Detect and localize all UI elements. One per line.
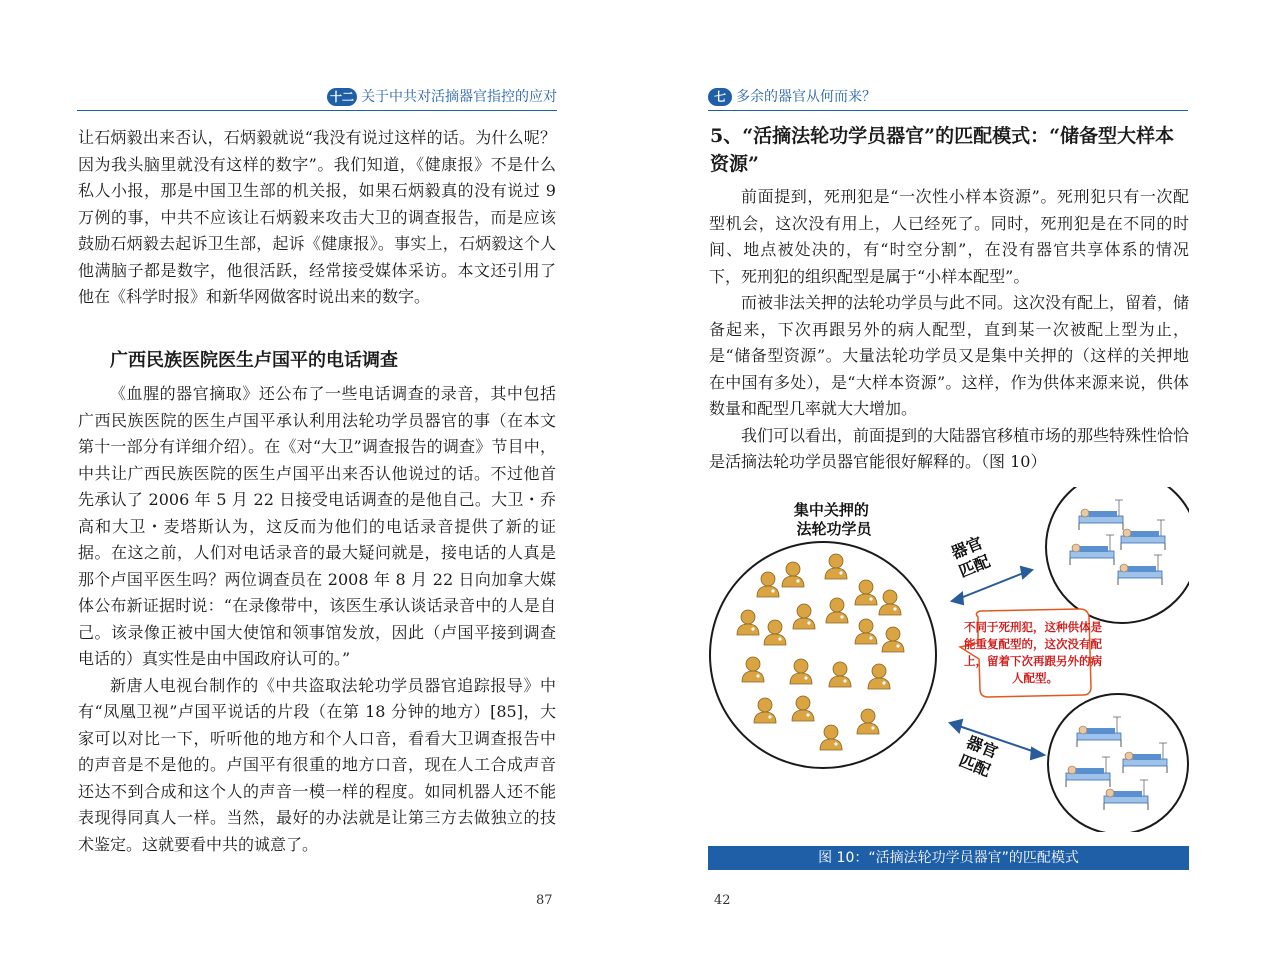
page-number: 42	[714, 893, 731, 908]
right-page	[632, 0, 1265, 978]
section-title: 5、“活摘法轮功学员器官”的匹配模式：“储备型大样本资源”	[710, 125, 1175, 175]
callout-box	[960, 609, 1106, 697]
paragraph-text: 新唐人电视台制作的《中共盗取法轮功学员器官追踪报导》中有“凤凰卫视”卢国平说话的片段（在第 18 分钟的地方）[85]，大家可以对比一下，听听他的地方和个人口音，看看大卫调查报告中的声音是不是他的。卢国平有很重的地方口音，现在人工合成声音还达不到合成和这个人的声音一模一样的程度。如同机器人还不能表现得同真人一样。当然，最好的办法就是让第三方去做独立的技术鉴定。这就要看中共的诚意了。	[78, 675, 556, 854]
detainee-circle	[710, 542, 936, 768]
chapter-title: 关于中共对活摘器官指控的应对	[361, 88, 557, 105]
paragraph	[78, 125, 556, 311]
match-label-bottom: 器官 匹配	[956, 732, 1001, 781]
chapter-badge: 七	[708, 88, 732, 106]
section-subheading: 广西民族医院医生卢国平的电话调查	[110, 350, 398, 371]
figure-caption: 图 10：“活摘法轮功学员器官”的匹配模式	[708, 846, 1189, 870]
paragraph-text: 我们可以看出，前面提到的大陆器官移植市场的那些特殊性恰恰是活摘法轮功学员器官能很好解释的。（图 10）	[709, 425, 1190, 471]
chapter-title: 多余的器官从何而来？	[736, 88, 876, 105]
page-number: 87	[536, 893, 553, 908]
paragraph-text: 而被非法关押的法轮功学员与此不同。这次没有配上，留着，储备起来，下次再跟另外的病人配型，直到某一次被配上型为止，是“储备型资源”。大量法轮功学员又是集中关押的（这样的关押地在中国有多处），是“大样本资源”。这样，作为供体来源来说，供体数量和配型几率就大大增加。	[709, 293, 1190, 418]
svg-text:不同于死刑犯，这种供体是 能重复配型的，这次: 不同于死刑犯，这种供体是 能重复配型的，这次没有配 上，留着下次再跟另外的病 人配型。	[963, 620, 1102, 685]
paragraph-text: 前面提到，死刑犯是“一次性小样本资源”。死刑犯只有一次配型机会，这次没有用上，人已经死了。同时，死刑犯是在不同的时间、地点被处决的，有“时空分割”，在没有器官共享体系的情况下，死刑犯的组织配型是属于“小样本配型”。	[709, 187, 1189, 286]
paragraph-block	[709, 184, 1189, 476]
figure-matching-diagram	[708, 487, 1189, 832]
running-header	[708, 86, 1188, 111]
match-label-top: 器官 匹配	[948, 532, 993, 582]
paragraph-block	[78, 381, 556, 858]
left-page	[0, 0, 632, 978]
patient-circle-top	[1046, 487, 1189, 623]
running-header	[77, 86, 557, 111]
chapter-badge: 十二	[327, 88, 357, 106]
paragraph-text: 让石炳毅出来否认，石炳毅就说“我没有说过这样的话。为什么呢？因为我头脑里就没有这样的数字”。我们知道，《健康报》不是什么私人小报，那是中国卫生部的机关报，如果石炳毅真的没有说过 9 万例的事，中共不应该让石炳毅来攻击大卫的调查报告，而是应该鼓励石炳毅去起诉卫生部，起诉《健康报》。事实上，石炳毅这个人他满脑子都是数字，他很活跃，经常接受媒体采访。本文还引用了他在《科学时报》和新华网做客时说出来的数字。	[78, 128, 556, 306]
figure-group-label: 集中关押的 法轮功学员	[793, 501, 872, 538]
paragraph-text: 《血腥的器官摘取》还公布了一些电话调查的录音，其中包括广西民族医院的医生卢国平承认利用法轮功学员器官的事（在本文第十一部分有详细介绍）。在《对“大卫”调查报告的调查》节目中，中共让广西民族医院的医生卢国平出来否认他说过的话。不过他首先承认了 2006 年 5 月 22 日接受电话调查的是他自己。大卫・乔高和大卫・麦塔斯认为，这反而为他们的电话录音提供了新的证据。在这之前，人们对电话录音的最大疑问就是，接电话的人真是那个卢国平医生吗？两位调查员在 2008 年 8 月 22 日向加拿大媒体公布新证据时说：“在录像带中，该医生承认谈话录音中的人是自己。该录像正被中国大使馆和领事馆发放，因此（卢国平接到调查电话的）真实性是由中国政府认可的。”	[78, 384, 556, 668]
